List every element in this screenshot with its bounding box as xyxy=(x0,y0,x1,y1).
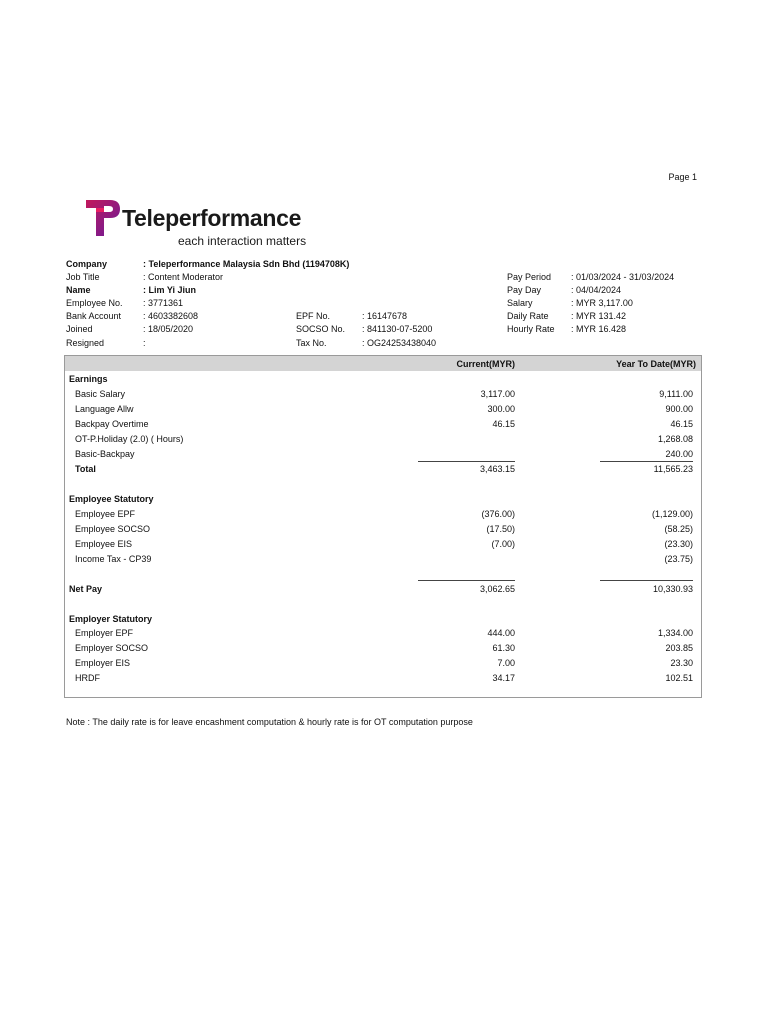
page-number: Page 1 xyxy=(668,172,697,182)
row-label: Basic-Backpay xyxy=(75,449,135,459)
row-label: Employer EPF xyxy=(75,628,134,638)
row-label: OT-P.Holiday (2.0) ( Hours) xyxy=(75,434,184,444)
section-title: Employee Statutory xyxy=(69,494,154,504)
column-ytd: Year To Date(MYR) xyxy=(616,359,696,369)
netpay-rule-ytd xyxy=(600,580,693,581)
company-label: Company xyxy=(66,259,108,269)
row-ytd: 240.00 xyxy=(665,449,693,459)
row-current: 7.00 xyxy=(497,658,515,668)
column-current: Current(MYR) xyxy=(456,359,515,369)
total-ytd: 11,565.23 xyxy=(653,464,693,474)
row-current: (17.50) xyxy=(486,524,515,534)
row-label: Employee EIS xyxy=(75,539,133,549)
row-ytd: 23.30 xyxy=(670,658,693,668)
net-pay-label: Net Pay xyxy=(69,584,103,594)
table-row xyxy=(65,524,701,538)
row-ytd: 900.00 xyxy=(665,404,693,414)
table-row xyxy=(65,673,701,687)
row-current: 300.00 xyxy=(487,404,515,414)
company-value: : Teleperformance Malaysia Sdn Bhd (1194708K) xyxy=(143,259,350,269)
daily-rate-label: Daily Rate xyxy=(507,311,549,321)
row-label: Basic Salary xyxy=(75,389,126,399)
socso-label: SOCSO No. xyxy=(296,324,346,334)
total-rule-ytd xyxy=(600,461,693,462)
section-earnings xyxy=(65,374,701,388)
employee-no-label: Employee No. xyxy=(66,298,123,308)
employee-no-value: : 3771361 xyxy=(143,298,184,308)
table-row xyxy=(65,658,701,672)
job-title-value: : Content Moderator xyxy=(143,272,224,282)
row-ytd: (23.30) xyxy=(664,539,693,549)
row-ytd: 46.15 xyxy=(670,419,693,429)
row-label: Employer SOCSO xyxy=(75,643,149,653)
resigned-value: : xyxy=(143,338,146,348)
salary-label: Salary xyxy=(507,298,533,308)
bank-account-value: : 4603382608 xyxy=(143,311,199,321)
section-title: Earnings xyxy=(69,374,108,384)
row-current: 46.15 xyxy=(492,419,515,429)
table-row xyxy=(65,389,701,403)
name-value: : Lim Yi Jiun xyxy=(143,285,197,295)
row-current: (7.00) xyxy=(491,539,515,549)
net-pay-current: 3,062.65 xyxy=(479,584,515,594)
pay-day-label: Pay Day xyxy=(507,285,542,295)
tax-value: : OG24253438040 xyxy=(362,338,437,348)
net-pay-ytd: 10,330.93 xyxy=(652,584,693,594)
table-row xyxy=(65,554,701,568)
table-row xyxy=(65,539,701,553)
pay-period-value: : 01/03/2024 - 31/03/2024 xyxy=(571,272,675,282)
row-ytd: (23.75) xyxy=(664,554,693,564)
net-pay-row xyxy=(65,584,701,598)
tp-logo-icon xyxy=(84,196,124,240)
section-employer-statutory xyxy=(65,614,701,628)
tax-label: Tax No. xyxy=(296,338,327,348)
socso-value: : 841130-07-5200 xyxy=(362,324,433,334)
payslip-table xyxy=(64,355,702,698)
footnote: Note : The daily rate is for leave encashment computation & hourly rate is for OT computation purpose xyxy=(66,717,473,727)
pay-day-value: : 04/04/2024 xyxy=(571,285,622,295)
row-ytd: (1,129.00) xyxy=(651,509,693,519)
row-label: Employer EIS xyxy=(75,658,131,668)
table-row xyxy=(65,434,701,448)
hourly-rate-value: : MYR 16.428 xyxy=(571,324,627,334)
section-employee-statutory xyxy=(65,494,701,508)
row-ytd: (58.25) xyxy=(664,524,693,534)
total-current: 3,463.15 xyxy=(479,464,515,474)
row-ytd: 9,111.00 xyxy=(659,389,693,399)
table-row xyxy=(65,628,701,642)
job-title-label: Job Title xyxy=(66,272,100,282)
row-current: 61.30 xyxy=(492,643,515,653)
resigned-label: Resigned xyxy=(66,338,105,348)
daily-rate-value: : MYR 131.42 xyxy=(571,311,627,321)
row-ytd: 102.51 xyxy=(665,673,693,683)
netpay-rule-current xyxy=(418,580,515,581)
epf-label: EPF No. xyxy=(296,311,331,321)
row-label: Language Allw xyxy=(75,404,134,414)
table-row xyxy=(65,643,701,657)
table-row xyxy=(65,404,701,418)
pay-period-label: Pay Period xyxy=(507,272,552,282)
row-current: 34.17 xyxy=(492,673,515,683)
table-row xyxy=(65,509,701,523)
row-ytd: 1,268.08 xyxy=(657,434,693,444)
row-current: 3,117.00 xyxy=(480,389,515,399)
section-title: Employer Statutory xyxy=(69,614,153,624)
salary-value: : MYR 3,117.00 xyxy=(571,298,633,308)
row-label: HRDF xyxy=(75,673,100,683)
row-label: Employee EPF xyxy=(75,509,136,519)
joined-value: : 18/05/2020 xyxy=(143,324,194,334)
hourly-rate-label: Hourly Rate xyxy=(507,324,555,334)
bank-account-label: Bank Account xyxy=(66,311,122,321)
name-label: Name xyxy=(66,285,91,295)
brand-tagline: each interaction matters xyxy=(178,234,307,248)
total-label: Total xyxy=(75,464,96,474)
row-current: 444.00 xyxy=(487,628,515,638)
row-ytd: 1,334.00 xyxy=(657,628,693,638)
table-row xyxy=(65,419,701,433)
row-current: (376.00) xyxy=(481,509,515,519)
brand-name: Teleperformance xyxy=(122,205,302,231)
table-header xyxy=(65,356,701,371)
epf-value: : 16147678 xyxy=(362,311,408,321)
total-row xyxy=(65,464,701,478)
total-rule-current xyxy=(418,461,515,462)
row-label: Income Tax - CP39 xyxy=(75,554,152,564)
row-label: Employee SOCSO xyxy=(75,524,151,534)
joined-label: Joined xyxy=(66,324,93,334)
row-ytd: 203.85 xyxy=(665,643,693,653)
row-label: Backpay Overtime xyxy=(75,419,149,429)
